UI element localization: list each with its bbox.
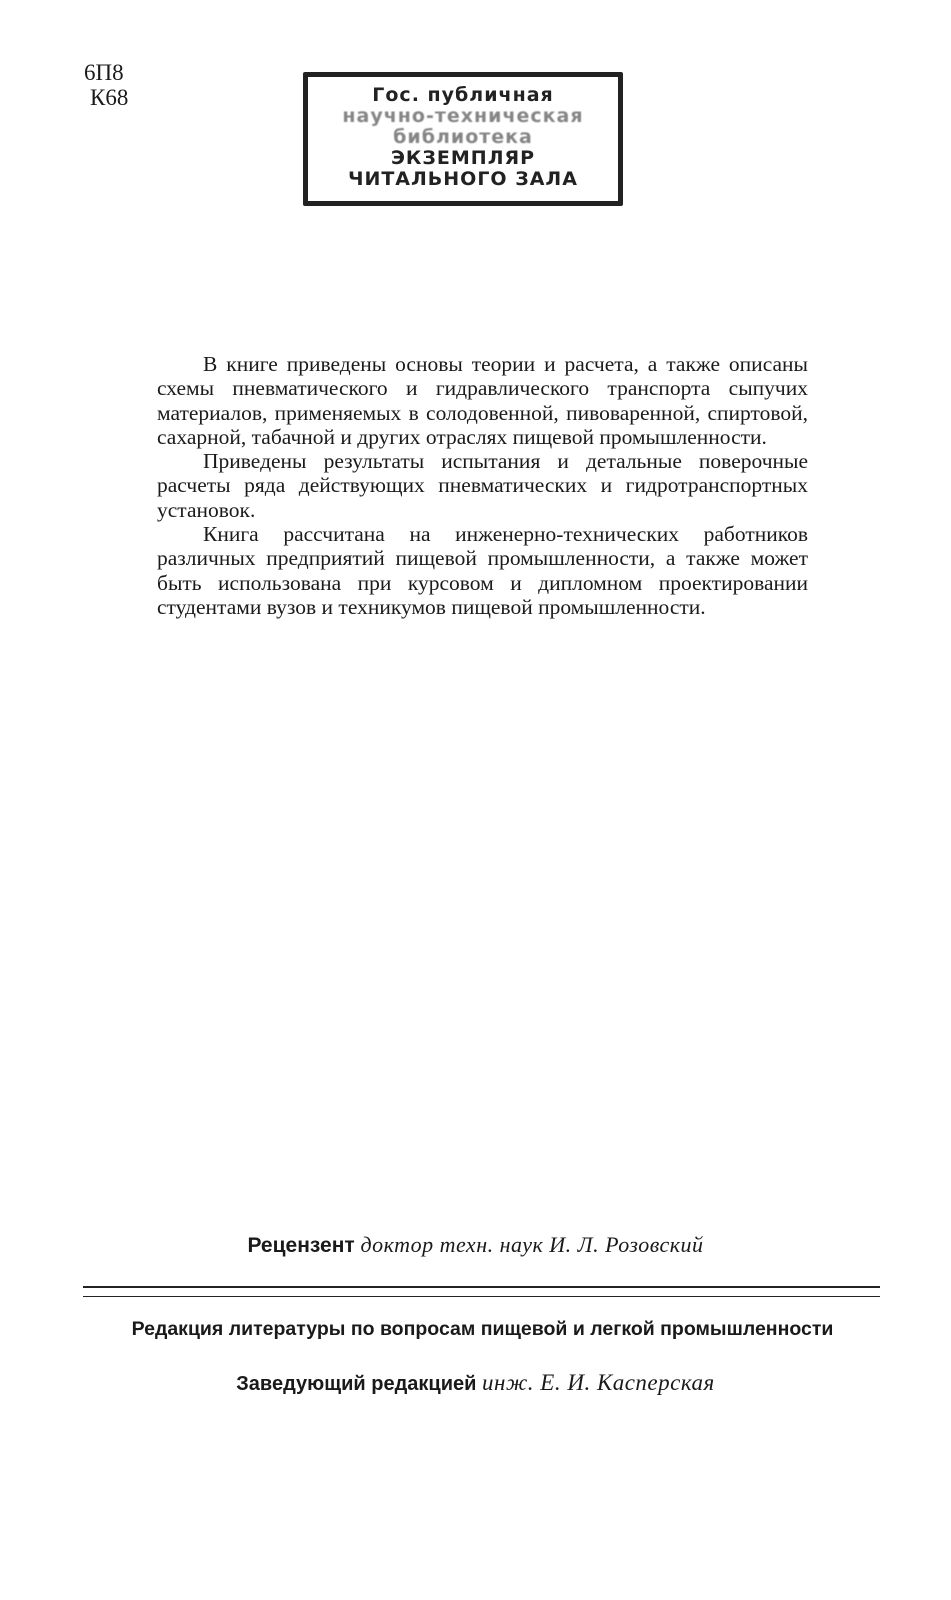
editor-name: инж. Е. И. Касперская	[481, 1370, 715, 1395]
stamp-line-5: ЧИТАЛЬНОГО ЗАЛА	[348, 169, 578, 190]
stamp-line-1: Гос. публичная	[372, 85, 554, 106]
annotation-paragraph: Приведены результаты испытания и детальные поверочные расчеты ряда действующих пневматических и гидротранспортных установок.	[157, 449, 808, 522]
library-stamp	[303, 72, 623, 206]
divider-rule	[83, 1286, 880, 1288]
stamp-line-3: библиотека	[393, 127, 533, 148]
annotation-paragraph: Книга рассчитана на инженерно-технических работников различных предприятий пищевой промышленности, а также может быть использована при курсовом и дипломном проектировании студентами вузов и техникумов пищевой промышленности.	[157, 522, 808, 619]
editorial-office: Редакция литературы по вопросам пищевой и легкой промышленности	[131, 1318, 834, 1340]
editor-credit	[0, 1370, 951, 1396]
annotation-paragraph: В книге приведены основы теории и расчета, а также описаны схемы пневматического и гидравлического транспорта сыпучих материалов, применяемых в солодовенной, пивоваренной, спиртовой, сахарной, табачной и других отраслях пищевой промышленности.	[157, 352, 808, 449]
reviewer-name: доктор техн. наук И. Л. Розовский	[360, 1232, 704, 1257]
stamp-line-2: научно-техническая	[342, 106, 584, 127]
library-classification-code	[84, 60, 128, 110]
divider-rule	[83, 1296, 880, 1297]
book-annotation	[157, 352, 808, 619]
author-sign: К68	[90, 85, 129, 110]
classification-index: 6П8	[84, 60, 124, 85]
reviewer-role: Рецензент	[247, 1234, 355, 1257]
reviewer-credit	[0, 1232, 951, 1258]
editor-role: Заведующий редакцией	[236, 1373, 477, 1395]
stamp-line-4: ЭКЗЕМПЛЯР	[390, 148, 536, 169]
